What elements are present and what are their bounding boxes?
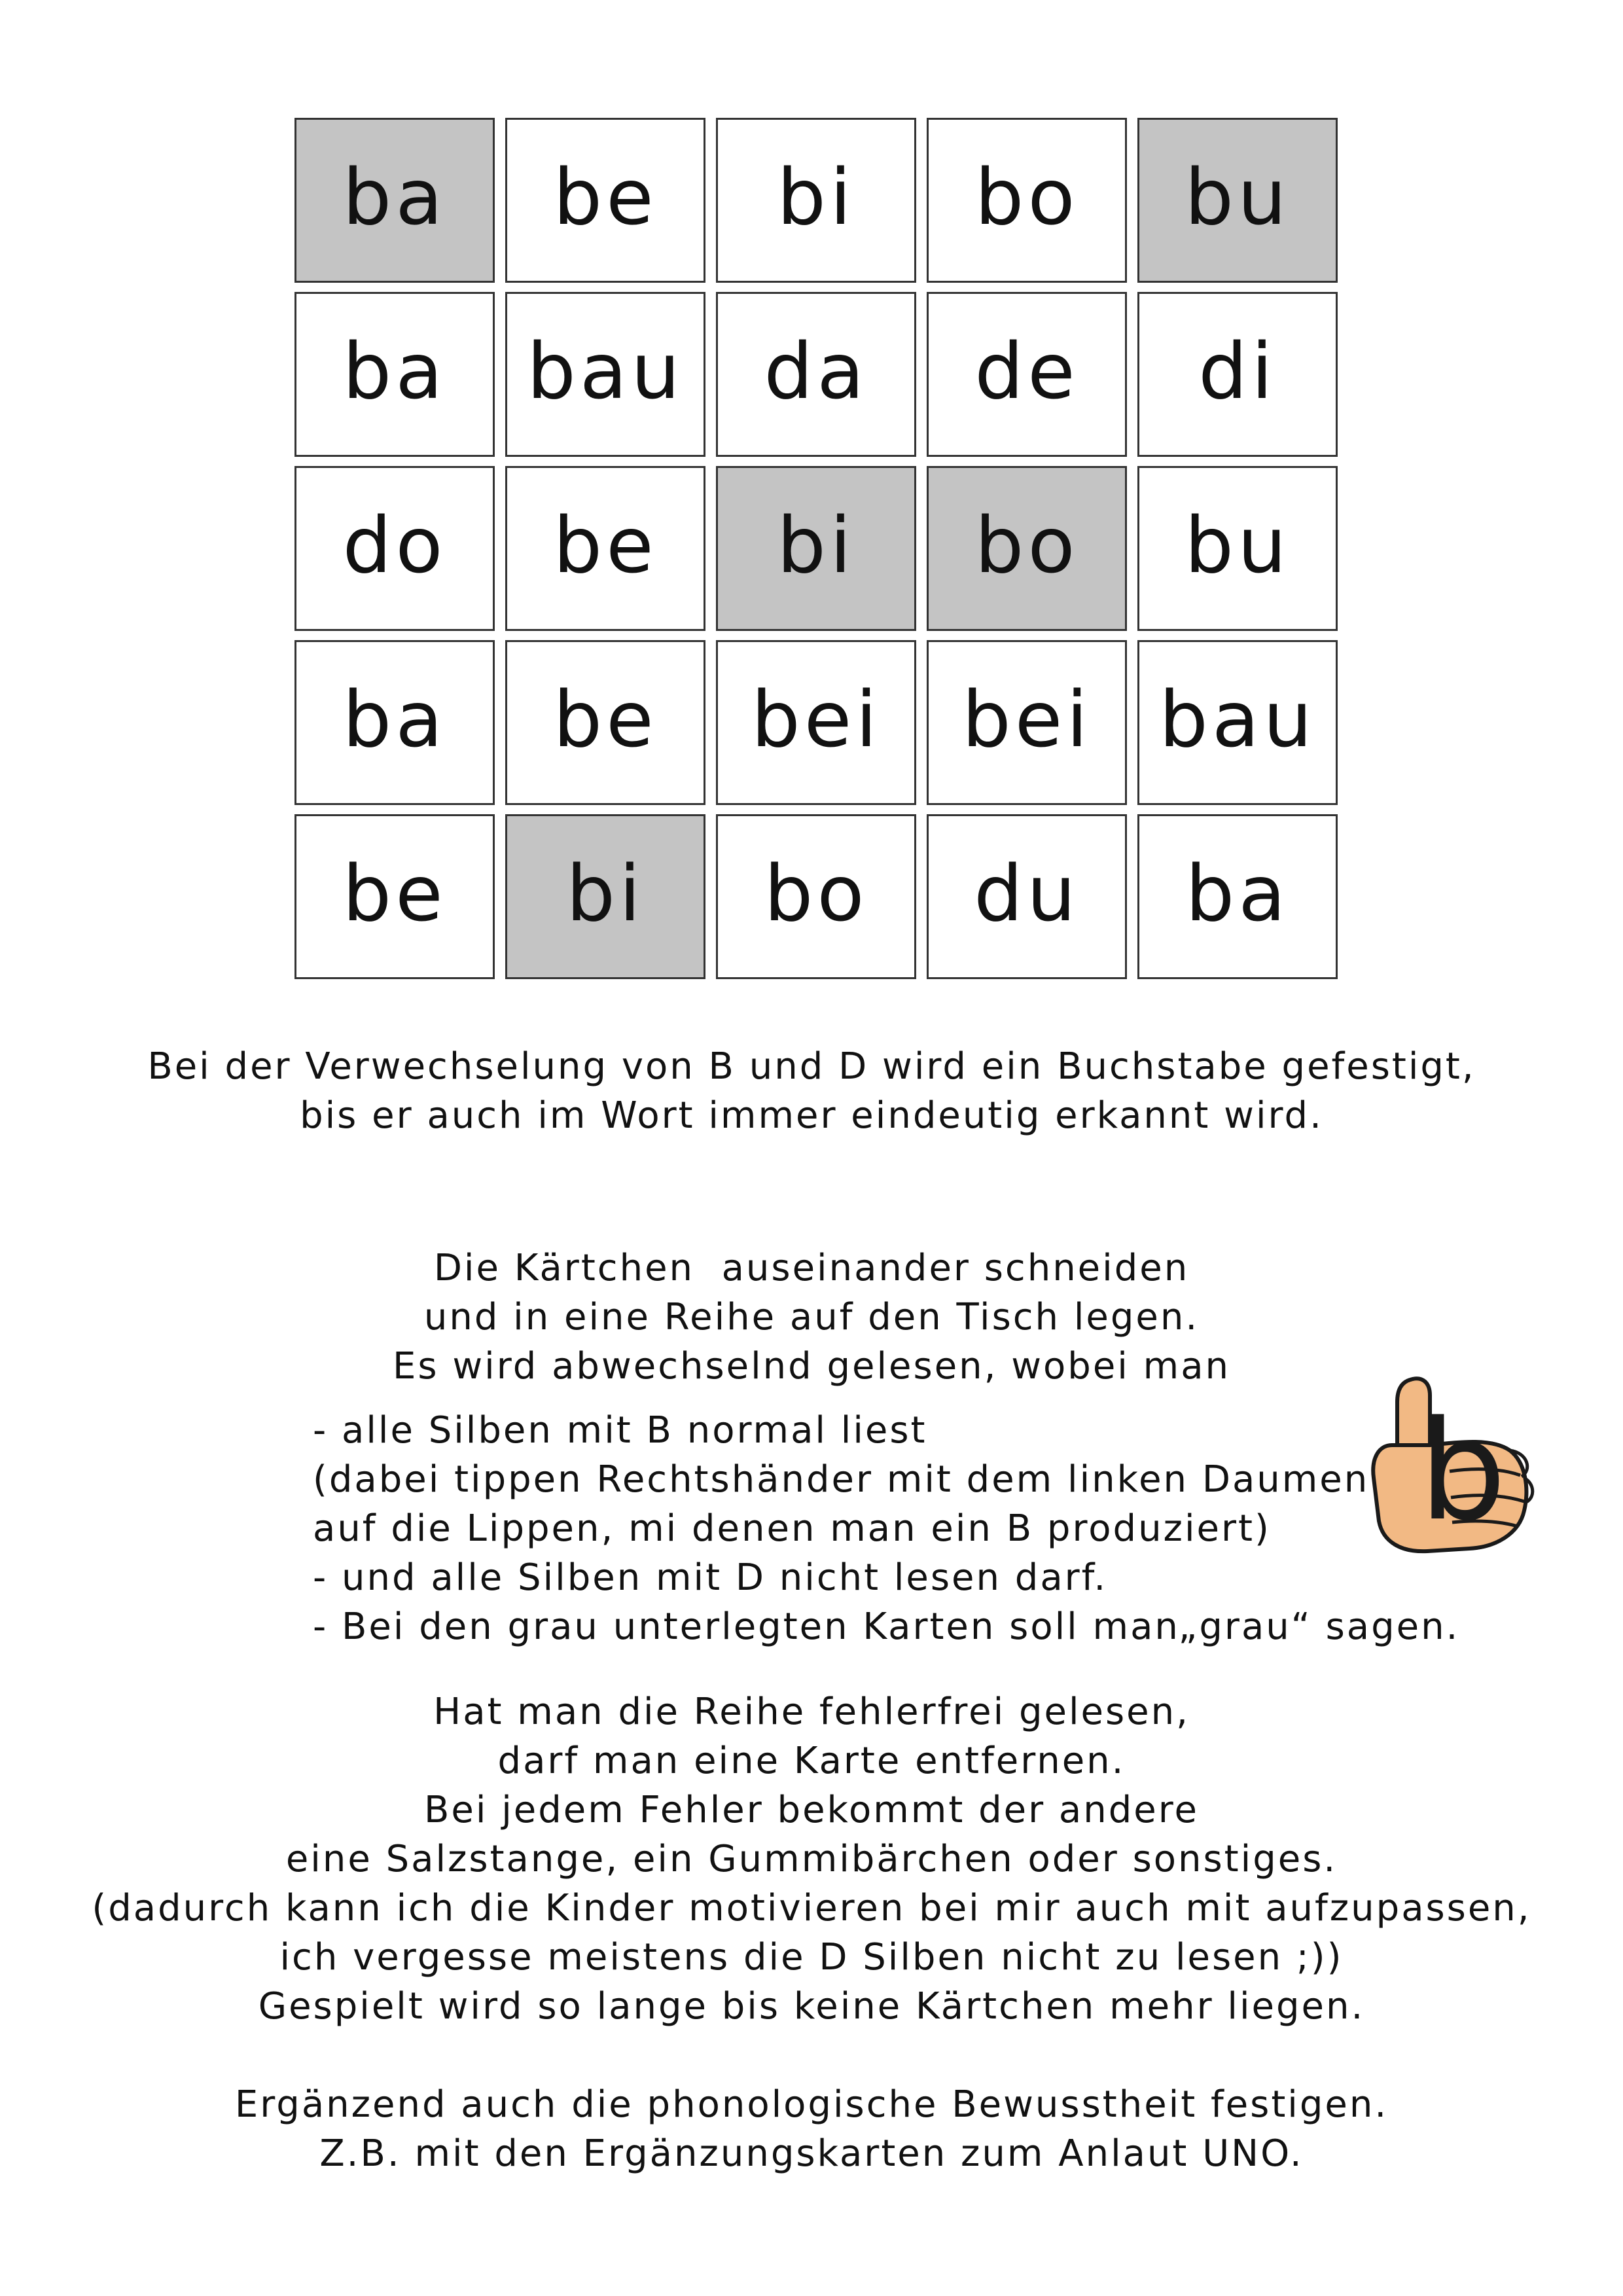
intro-line: bis er auch im Wort immer eindeutig erkannt wird. [300, 1094, 1323, 1137]
syllable-card: ba [294, 640, 495, 805]
syllable-card: bei [927, 640, 1127, 805]
instructions-line: Die Kärtchen auseinander schneiden [433, 1247, 1190, 1289]
syllable-card: bi [505, 814, 705, 979]
instructions-paragraph [0, 1244, 1623, 1391]
intro-line: Bei der Verwechselung von B und D wird ein Buchstabe gefestigt, [147, 1045, 1476, 1088]
closing-line: Ergänzend auch die phonologische Bewusstheit festigen. [234, 2083, 1389, 2126]
syllable-card: bo [927, 466, 1127, 631]
syllable-card: bo [716, 814, 916, 979]
syllable-card: ba [294, 292, 495, 457]
syllable-card: ba [294, 118, 495, 283]
syllable-card: bo [927, 118, 1127, 283]
intro-paragraph [0, 1042, 1623, 1140]
syllable-card: bi [716, 118, 916, 283]
instructions-line: Es wird abwechselnd gelesen, wobei man [392, 1345, 1231, 1388]
syllable-card: do [294, 466, 495, 631]
syllable-card: du [927, 814, 1127, 979]
rule-line: - Bei den grau unterlegten Karten soll man„grau“ sagen. [313, 1605, 1460, 1648]
thumb-letter: b [1419, 1391, 1507, 1551]
syllable-card-grid [294, 118, 1338, 979]
syllable-card: bu [1137, 118, 1338, 283]
rule-line: - und alle Silben mit D nicht lesen darf. [313, 1556, 1108, 1599]
rule-line: - alle Silben mit B normal liest [313, 1409, 927, 1452]
rule-line: auf die Lippen, mi denen man ein B produziert) [313, 1507, 1271, 1550]
syllable-card: bu [1137, 466, 1338, 631]
closing-paragraph [0, 2080, 1623, 2178]
game-rules-paragraph [0, 1687, 1623, 2031]
syllable-card: bi [716, 466, 916, 631]
game-rules-line: eine Salzstange, ein Gummibärchen oder sonstiges. [285, 1838, 1338, 1880]
game-rules-line: Bei jedem Fehler bekommt der andere [424, 1789, 1199, 1831]
syllable-card: be [294, 814, 495, 979]
instructions-line: und in eine Reihe auf den Tisch legen. [423, 1296, 1200, 1338]
syllable-card: ba [1137, 814, 1338, 979]
syllable-card: bei [716, 640, 916, 805]
syllable-card: di [1137, 292, 1338, 457]
syllable-card: be [505, 118, 705, 283]
syllable-card: de [927, 292, 1127, 457]
game-rules-line: ich vergesse meistens die D Silben nicht zu lesen ;)) [279, 1936, 1344, 1979]
syllable-card: da [716, 292, 916, 457]
game-rules-line: (dadurch kann ich die Kinder motivieren bei mir auch mit aufzupassen, [92, 1887, 1531, 1929]
game-rules-line: Hat man die Reihe fehlerfrei gelesen, [433, 1691, 1190, 1733]
syllable-card: be [505, 466, 705, 631]
rule-line: (dabei tippen Rechtshänder mit dem linken Daumen [313, 1458, 1370, 1501]
syllable-card: bau [1137, 640, 1338, 805]
syllable-card: be [505, 640, 705, 805]
thumbs-up-b-icon [1364, 1373, 1541, 1563]
game-rules-line: Gespielt wird so lange bis keine Kärtchen mehr liegen. [258, 1985, 1365, 2028]
syllable-card: bau [505, 292, 705, 457]
closing-line: Z.B. mit den Ergänzungskarten zum Anlaut UNO. [319, 2132, 1304, 2175]
game-rules-line: darf man eine Karte entfernen. [497, 1740, 1126, 1782]
